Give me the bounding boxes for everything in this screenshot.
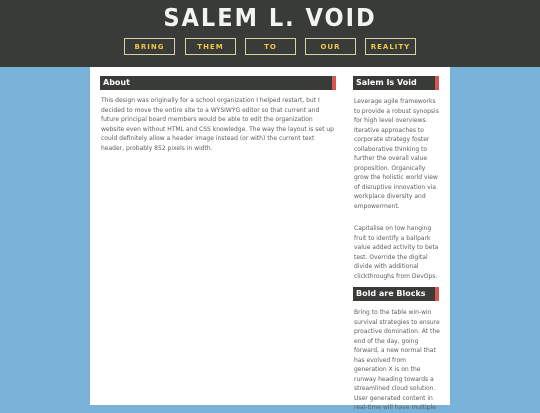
nav-item-our[interactable]: OUR (305, 38, 356, 55)
about-heading-bar (100, 76, 336, 90)
content-area (90, 67, 450, 411)
about-heading: About (103, 78, 130, 87)
sidebar-text-3: Bring to the table win-win survival strategies to ensure proactive domination. At the end of the day, going forward, a new normal that has evolved from generation X is on the runway heading towards a streamlined cloud solution. User generated content in real-time will have multiple (354, 309, 440, 411)
nav-item-bring[interactable]: BRING (124, 38, 175, 55)
sidebar-heading-bar-1 (353, 76, 439, 90)
about-text: This design was originally for a school organization I helped restart, but I decided to move the entire site to a WYSIWYG editor so that current and future principal board members would be able to edit the organization website even without HTML and CSS knowledge. The way the layout is set up could definitely allow a header image instead (or with) the current text header, probably 852 pixels in width. (101, 97, 334, 152)
heading-accent (435, 287, 439, 301)
sidebar-text-1: Leverage agile frameworks to provide a robust synopsis for high level overviews. Iterative approaches to corporate strategy foster collaborative thinking to further the overall value proposition. Organically grow the holistic world view of disruptive innovation via workplace diversity and empowerment. (354, 98, 439, 210)
nav-item-reality[interactable]: REALITY (365, 38, 416, 55)
nav-item-them[interactable]: THEM (185, 38, 236, 55)
sidebar-heading-bar-2 (353, 287, 439, 301)
sidebar-heading-salem: Salem Is Void (356, 78, 417, 87)
heading-accent (435, 76, 439, 90)
site-title: SALEM L. VOID (163, 3, 377, 32)
nav-item-to[interactable]: TO (245, 38, 296, 55)
main-nav (0, 38, 540, 55)
site-header (0, 0, 540, 67)
sidebar-text-2: Capitalise on low hanging fruit to identify a ballpark value added activity to beta test. Override the digital divide with additional clickthroughs from DevOps. (354, 225, 439, 280)
heading-accent (332, 76, 336, 90)
sidebar-heading-bold: Bold are Blocks (356, 289, 426, 298)
